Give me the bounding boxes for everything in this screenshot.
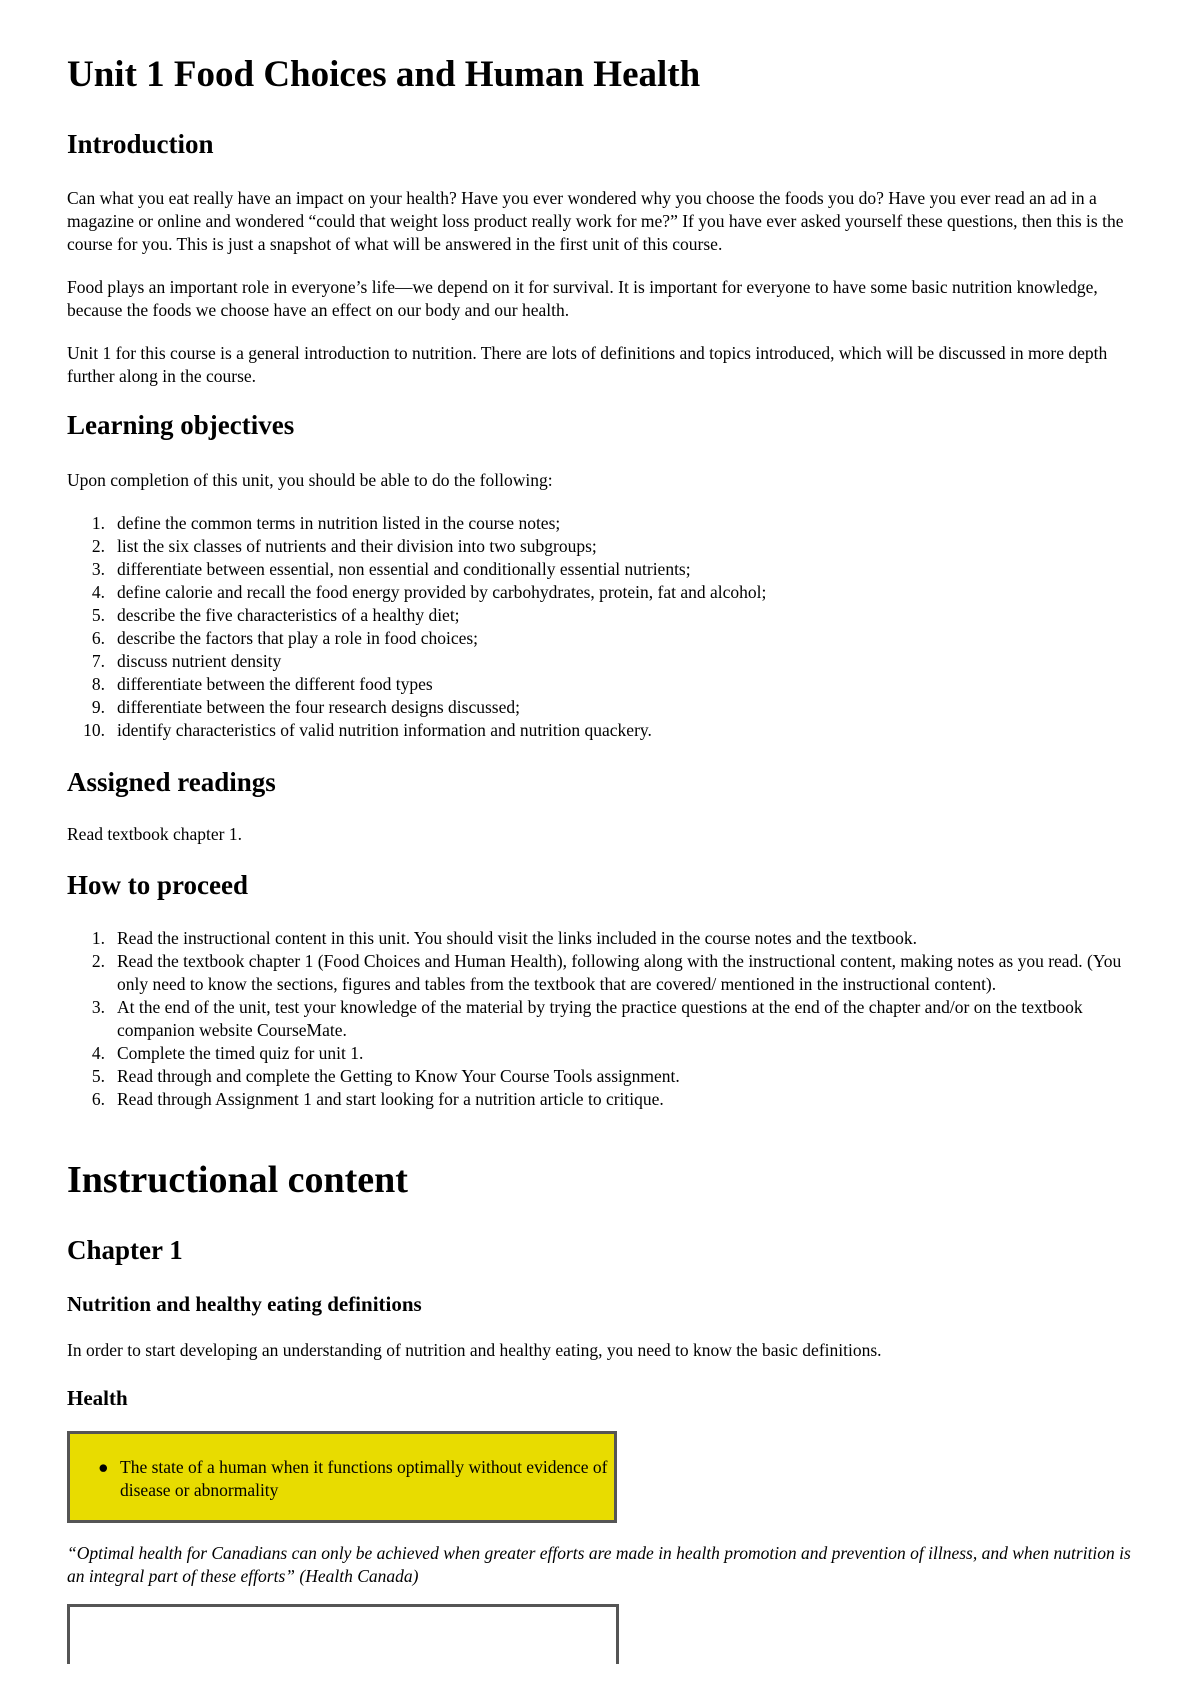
objective-item-text: differentiate between the different food types: [117, 674, 433, 694]
assigned-readings-text: Read textbook chapter 1.: [67, 824, 242, 844]
proceed-step-item: [67, 996, 1137, 1042]
proceed-step-item-number: 6.: [91, 1089, 105, 1109]
objective-item-text: list the six classes of nutrients and their division into two subgroups;: [117, 536, 597, 556]
learning-objectives-heading: Learning objectives: [67, 410, 295, 440]
unit-title: Unit 1 Food Choices and Human Health: [67, 54, 701, 95]
objective-item-text: define the common terms in nutrition listed in the course notes;: [117, 513, 561, 533]
definitions-subheading: Nutrition and healthy eating definitions: [67, 1292, 422, 1316]
objective-item-number: 10.: [83, 720, 105, 740]
introduction-heading: Introduction: [67, 129, 214, 159]
proceed-step-item: [67, 1088, 1137, 1111]
intro-paragraph-3: Unit 1 for this course is a general introduction to nutrition. There are lots of definitions and topics introduced, which will be discussed in more depth further along in the course.: [67, 343, 1108, 386]
proceed-step-item-number: 5.: [91, 1066, 105, 1086]
proceed-step-item: [67, 927, 1137, 950]
proceed-step-item-text: Read through and complete the Getting to Know Your Course Tools assignment.: [117, 1066, 680, 1086]
objective-item-number: 5.: [91, 605, 105, 625]
objective-item-number: 4.: [91, 582, 105, 602]
objective-item-number: 3.: [91, 559, 105, 579]
objective-item-number: 1.: [91, 513, 105, 533]
objective-item: [67, 673, 1137, 696]
objective-item: [67, 719, 1137, 742]
health-definition-box: [67, 1431, 617, 1523]
proceed-step-item-number: 3.: [91, 997, 105, 1017]
objective-item: [67, 512, 1137, 535]
proceed-step-item-text: Read through Assignment 1 and start looking for a nutrition article to critique.: [117, 1089, 664, 1109]
proceed-step-item: [67, 1042, 1137, 1065]
objective-item-number: 9.: [91, 697, 105, 717]
proceed-step-item: [67, 1065, 1137, 1088]
objective-item-text: define calorie and recall the food energy provided by carbohydrates, protein, fat and alcohol;: [117, 582, 767, 602]
objective-item: [67, 627, 1137, 650]
objective-item-number: 7.: [91, 651, 105, 671]
objective-item-text: discuss nutrient density: [117, 651, 282, 671]
proceed-step-item-text: Complete the timed quiz for unit 1.: [117, 1043, 364, 1063]
health-heading: Health: [67, 1386, 128, 1410]
objective-item-text: differentiate between the four research designs discussed;: [117, 697, 520, 717]
health-definition-text: The state of a human when it functions optimally without evidence of disease or abnormality: [120, 1457, 608, 1500]
objective-item: [67, 650, 1137, 673]
health-definition-item: [70, 1456, 614, 1502]
objective-item-text: describe the factors that play a role in food choices;: [117, 628, 479, 648]
objective-item: [67, 581, 1137, 604]
proceed-step-item-number: 4.: [91, 1043, 105, 1063]
intro-paragraph-2: Food plays an important role in everyone’s life—we depend on it for survival. It is important for everyone to have some basic nutrition knowledge, because the foods we choose have an effect on our body and our health.: [67, 277, 1098, 320]
objective-item-number: 8.: [91, 674, 105, 694]
objective-item-text: identify characteristics of valid nutrition information and nutrition quackery.: [117, 720, 652, 740]
how-to-proceed-list: [67, 927, 1137, 1111]
objective-item-number: 6.: [91, 628, 105, 648]
instructional-content-heading: Instructional content: [67, 1159, 408, 1201]
objective-item-text: describe the five characteristics of a healthy diet;: [117, 605, 460, 625]
proceed-step-item-text: Read the instructional content in this unit. You should visit the links included in the course notes and the textbook.: [117, 928, 918, 948]
objective-item: [67, 558, 1137, 581]
health-canada-quote: “Optimal health for Canadians can only be achieved when greater efforts are made in health promotion and prevention of illness, and when nutrition is an integral part of these efforts” (Health Canada): [67, 1543, 1131, 1586]
chapter-heading: Chapter 1: [67, 1235, 183, 1265]
objective-item-text: differentiate between essential, non essential and conditionally essential nutrients;: [117, 559, 691, 579]
definitions-intro: In order to start developing an understanding of nutrition and healthy eating, you need to know the basic definitions.: [67, 1340, 882, 1360]
objective-item: [67, 696, 1137, 719]
learning-objectives-intro: Upon completion of this unit, you should be able to do the following:: [67, 470, 553, 490]
proceed-step-item-text: Read the textbook chapter 1 (Food Choices and Human Health), following along with the instructional content, making notes as you read. (You only need to know the sections, figures and tables from the textbook that are covered/ mentioned in the instructional content).: [117, 951, 1122, 994]
proceed-step-item-number: 2.: [91, 951, 105, 971]
assigned-readings-heading: Assigned readings: [67, 767, 276, 797]
next-definition-box: [67, 1604, 619, 1664]
how-to-proceed-heading: How to proceed: [67, 870, 248, 900]
objective-item: [67, 535, 1137, 558]
proceed-step-item-text: At the end of the unit, test your knowledge of the material by trying the practice questions at the end of the chapter and/or on the textbook companion website CourseMate.: [117, 997, 1083, 1040]
proceed-step-item-number: 1.: [91, 928, 105, 948]
learning-objectives-list: [67, 512, 1137, 742]
intro-paragraph-1: Can what you eat really have an impact on your health? Have you ever wondered why you choose the foods you do? Have you ever read an ad in a magazine or online and wondered “could that weight loss product really work for me?” If you have ever asked yourself these questions, then this is the course for you. This is just a snapshot of what will be answered in the first unit of this course.: [67, 188, 1124, 254]
objective-item-number: 2.: [91, 536, 105, 556]
bullet-icon: ●: [98, 1457, 109, 1477]
objective-item: [67, 604, 1137, 627]
proceed-step-item: [67, 950, 1137, 996]
